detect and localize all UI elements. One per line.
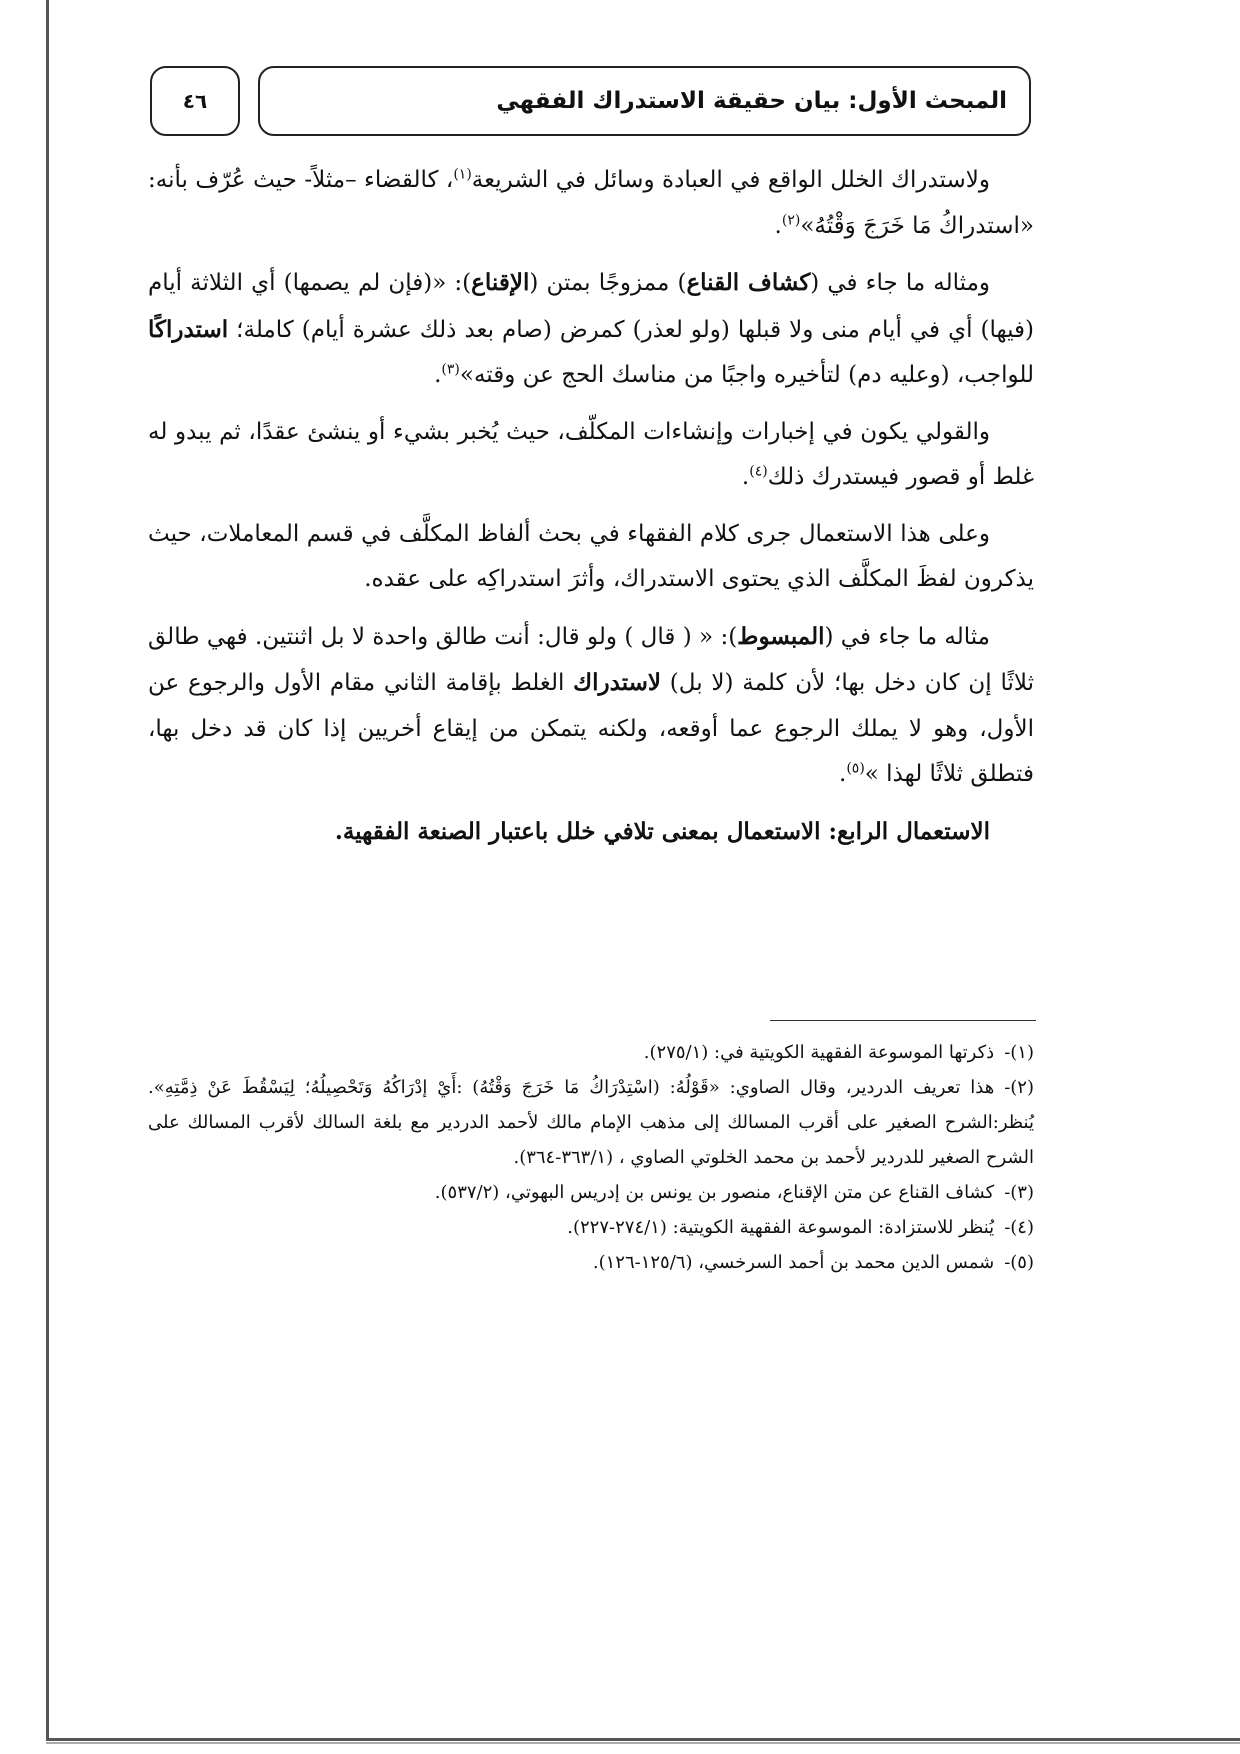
p5-t3: الغلط بإقامة الثاني مقام الأول والرجوع عن الأول، وهو لا يملك الرجوع عما أوقعه، ولكنه يتمكن من إيقاع أخريين إذا كان قد دخل بها، فتطلق ثلاثًا لهذا » — [148, 670, 1034, 787]
page-number: ٤٦ — [182, 89, 208, 113]
footnote-ref-5: (٥) — [846, 760, 865, 777]
footnote-text: ذكرتها الموسوعة الفقهية الكويتية في: (٢٧٥/١). — [643, 1042, 995, 1063]
main-text — [148, 158, 1034, 865]
page-frame-bottom-shadow — [46, 1742, 1240, 1744]
footnote-number: (٣)- — [1004, 1182, 1034, 1203]
paragraph-5 — [148, 614, 1034, 798]
footnote-text: هذا تعريف الدردير، وقال الصاوي: «قَوْلُهُ: (اسْتِدْرَاكُ مَا خَرَجَ وَقْتُهُ) :أَيْ إدْرَاكُهُ وَتَحْصِيلُهُ؛ لِيَسْقُطَ عَنْ ذِمَّتِهِ». يُنظر:الشرح الصغير على أقرب المسالك إلى مذهب الإمام مالك لأحمد الدردير مع بلغة السالك لأقرب المسالك على الشرح الصغير للدردير لأحمد بن محمد الخلوتي الصاوي ، (٣٦٣/١-٣٦٤). — [148, 1077, 1034, 1168]
p2-bold-term: استدراكًا — [148, 315, 229, 343]
footnote-item — [148, 1035, 1034, 1070]
page-number-box — [150, 66, 240, 136]
p4-text: وعلى هذا الاستعمال جرى كلام الفقهاء في بحث ألفاظ المكلَّف في قسم المعاملات، حيث يذكرون لفظَ المكلَّف الذي يحتوى الاستدراك، وأثرَ استدراكِه على عقده. — [148, 520, 1034, 592]
footnote-text: كشاف القناع عن متن الإقناع، منصور بن يونس بن إدريس البهوتي، (٥٣٧/٢). — [434, 1182, 995, 1203]
p1-text2: ، كالقضاء –مثلاً- حيث عُرّف بأنه: «استدراكُ مَا خَرَجَ وَقْتُهُ» — [148, 167, 1034, 239]
footnote-item — [148, 1175, 1034, 1210]
paragraph-4 — [148, 512, 1034, 603]
p2-t3: ): «(فإن لم يصمها) أي الثلاثة أيام (فيها) أي في أيام منى ولا قبلها (ولو لعذر) كمرض (صام بعد ذلك عشرة أيام) كاملة؛ — [148, 270, 1034, 343]
paragraph-2 — [148, 260, 1034, 399]
p5-bold-term: لاستدراك — [573, 669, 662, 696]
paragraph-3 — [148, 410, 1034, 501]
footnote-ref-4: (٤) — [749, 463, 768, 480]
p5-t2: ): « ( قال ) ولو قال: أنت طالق واحدة لا بل اثنتين. فهي طالق ثلاثًا إن كان دخل بها؛ لأن كلمة (لا بل) — [148, 623, 1034, 696]
footnote-item — [148, 1245, 1034, 1280]
p5-end: . — [839, 761, 847, 787]
page-frame-left-border — [46, 0, 49, 1741]
footnote-item — [148, 1210, 1034, 1245]
footnote-separator — [770, 1020, 1036, 1021]
paragraph-1 — [148, 158, 1034, 249]
section-heading: الاستعمال الرابع: الاستعمال بمعنى تلافي خلل باعتبار الصنعة الفقهية. — [334, 817, 990, 845]
footnote-number: (١)- — [1004, 1042, 1034, 1063]
p2-t1: ومثاله ما جاء في ( — [810, 270, 991, 296]
footnote-text: يُنظر للاستزادة: الموسوعة الفقهية الكويتية: (٢٧٤/١-٢٢٧). — [567, 1217, 995, 1238]
footnote-text: شمس الدين محمد بن أحمد السرخسي، (١٢٥/٦-١٢٦). — [592, 1252, 995, 1273]
footnote-number: (٤)- — [1004, 1217, 1034, 1238]
p5-t1: مثاله ما جاء في ( — [824, 623, 990, 650]
footnote-ref-2: (٢) — [781, 211, 801, 228]
p2-t4: للواجب، (وعليه دم) لتأخيره واجبًا من مناسك الحج عن وقته» — [459, 362, 1034, 388]
p1-text: ولاستدراك الخلل الواقع في العبادة وسائل في الشريعة — [471, 167, 990, 193]
footnote-ref-3: (٣) — [441, 361, 460, 378]
footnote-ref-1: (١) — [453, 166, 472, 183]
footnotes — [148, 1035, 1034, 1280]
p2-t2: ) ممزوجًا بمتن ( — [529, 270, 687, 296]
p2-bold-book-title: كشاف القناع — [686, 269, 811, 296]
running-header-title: المبحث الأول: بيان حقيقة الاستدراك الفقهي — [496, 88, 1007, 114]
p2-bold-matn-title: الإقناع — [471, 269, 530, 296]
p2-end: . — [434, 362, 442, 388]
footnote-number: (٥)- — [1004, 1252, 1034, 1273]
footnote-number: (٢)- — [1004, 1077, 1034, 1098]
p3-text: والقولي يكون في إخبارات وإنشاءات المكلّف، حيث يُخبر بشيء أو ينشئ عقدًا، ثم يبدو له غلط أو قصور فيستدرك ذلك — [148, 418, 1034, 490]
p5-bold-book-title: المبسوط — [737, 622, 825, 650]
p1-end: . — [774, 212, 782, 239]
p3-end: . — [741, 464, 750, 490]
page-frame-bottom-border — [46, 1738, 1240, 1741]
running-header-box — [258, 66, 1031, 136]
footnote-item — [148, 1070, 1034, 1175]
